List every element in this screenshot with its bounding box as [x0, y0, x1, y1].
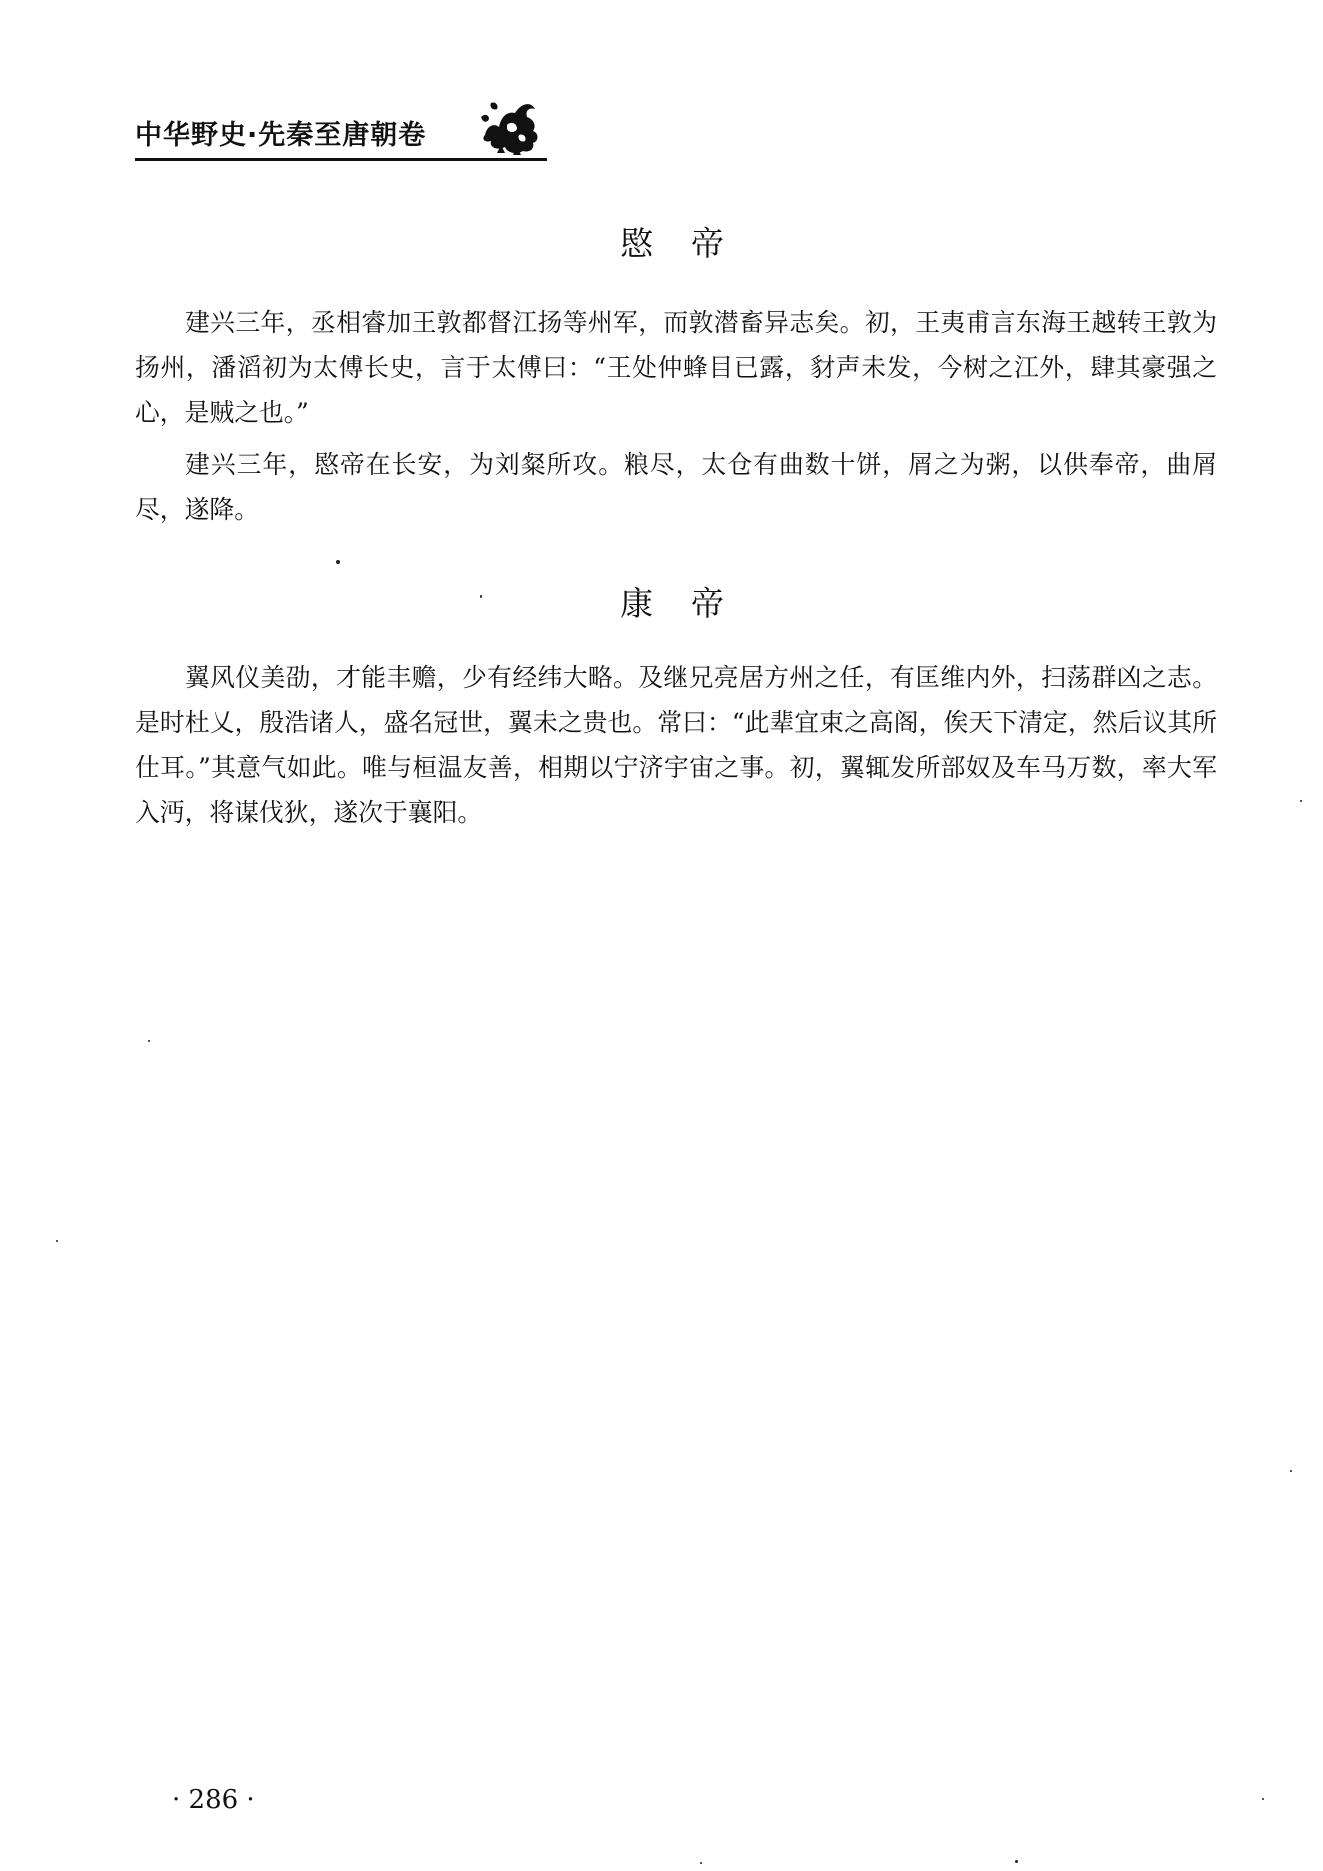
scan-speck	[148, 1040, 150, 1042]
section-title-kang-di: 康帝	[620, 584, 762, 623]
scan-speck	[1300, 800, 1302, 802]
book-title: 中华野史·先秦至唐朝卷	[135, 120, 427, 151]
scan-speck	[336, 560, 340, 564]
section-title-min-di: 愍帝	[620, 224, 762, 263]
scan-speck	[56, 1240, 58, 1242]
scan-speck	[1262, 1798, 1264, 1800]
dragon-emblem-icon	[477, 95, 543, 157]
scan-speck	[700, 1862, 702, 1864]
page-number: · 286 ·	[172, 1785, 255, 1815]
paragraph: 建兴三年，丞相睿加王敦都督江扬等州军，而敦潜畜异志矣。初，王夷甫言东海王越转王敦为扬州，潘滔初为太傅长史，言于太傅曰：“王处仲蜂目已露，豺声未发，今树之江外，肆其豪强之心，是贼之也。”	[135, 308, 1217, 427]
paragraph: 翼风仪美劭，才能丰赡，少有经纬大略。及继兄亮居方州之任，有匡维内外，扫荡群凶之志。是时杜乂，殷浩诸人，盛名冠世，翼未之贵也。常曰：“此辈宜束之高阁，俟天下清定，然后议其所仕耳。”其意气如此。唯与桓温友善，相期以宁济宇宙之事。初，翼辄发所部奴及车马万数，率大军入沔，将谋伐狄，遂次于襄阳。	[135, 663, 1217, 827]
scan-speck	[1290, 1470, 1292, 1472]
scan-speck	[480, 595, 482, 598]
scan-speck	[1015, 1860, 1018, 1863]
paragraph: 建兴三年，愍帝在长安，为刘粲所攻。粮尽，太仓有曲数十饼，屑之为粥，以供奉帝，曲屑尽，遂降。	[135, 450, 1217, 524]
running-header	[135, 95, 547, 161]
header-rule	[135, 158, 547, 161]
